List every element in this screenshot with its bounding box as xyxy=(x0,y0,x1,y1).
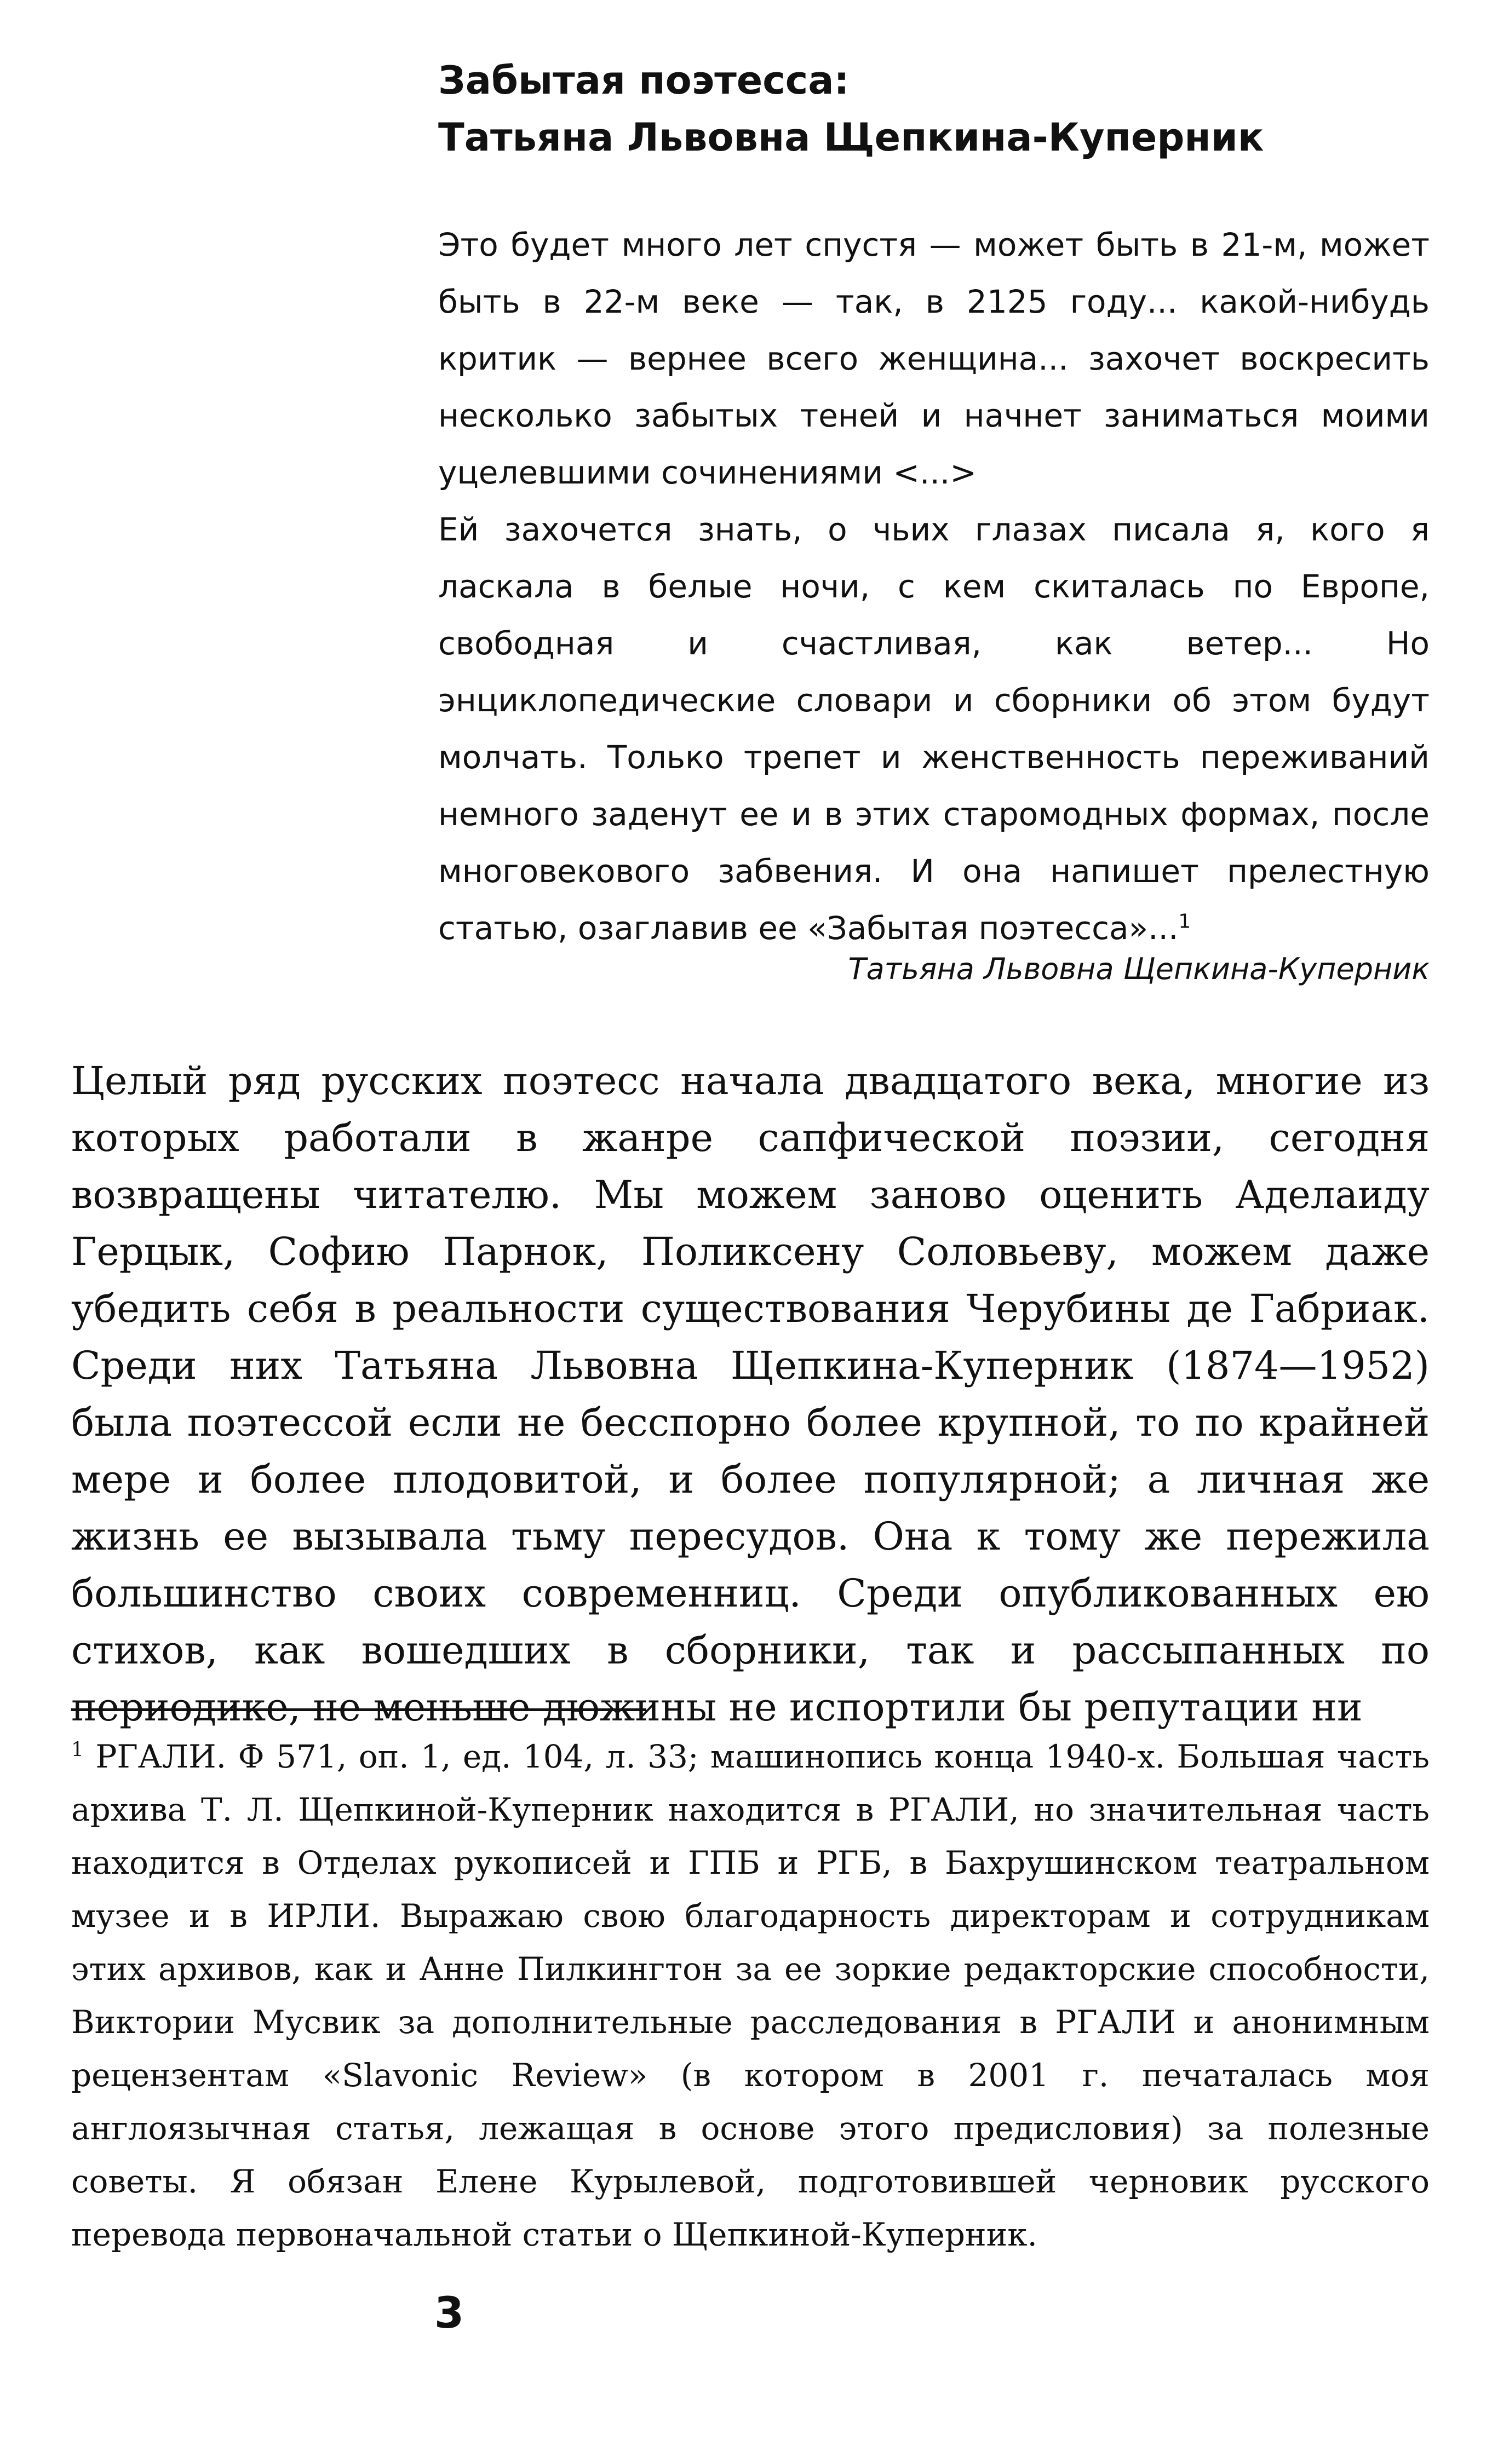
epigraph-author: Татьяна Львовна Щепкина-Куперник xyxy=(848,952,1430,986)
epigraph-paragraph-2-text: Ей захочется знать, о чьих глазах писала я, кого я ласкала в белые ночи, с кем скиталась по Европе, свободная и счастливая, как ветер... Но энциклопедические словари и сборники об этом будут молчать. Только трепет и женственность переживаний немного заденут ее и в этих старомодных формах, после многовекового забвения. И она напишет прелестную статью, озаглавив ее «Забытая поэтесса»... xyxy=(438,511,1430,947)
footnote xyxy=(71,1730,1430,2261)
footnote-divider xyxy=(71,1708,646,1711)
chapter-title-line-1: Забытая поэтесса: xyxy=(438,58,850,103)
chapter-title-line-2: Татьяна Львовна Щепкина-Куперник xyxy=(438,115,1264,160)
chapter-title xyxy=(438,52,1451,166)
body-paragraph: Целый ряд русских поэтесс начала двадцатого века, многие из которых работали в жанре сапфической поэзии, сегодня возвращены читателю. Мы можем заново оценить Аделаиду Герцык, Софию Парнок, Поликсену Соловьеву, можем даже убедить себя в реальности существования Черубины де Габриак. Среди них Татьяна Львовна Щепкина-Куперник (1874—1952) была поэтессой если не бесспорно более крупной, то по крайней мере и более плодовитой, и более популярной; а личная же жизнь ее вызывала тьму пересудов. Она к тому же пережила большинство своих современниц. Среди опубликованных ею стихов, как вошедших в сборники, так и рассыпанных по периодике, не меньше дюжины не испортили бы репутации ни xyxy=(71,1058,1430,1730)
epigraph-paragraph-2 xyxy=(438,501,1430,957)
epigraph-footnote-mark[interactable]: 1 xyxy=(1178,910,1191,933)
footnote-text: РГАЛИ. Ф 571, оп. 1, ед. 104, л. 33; машинопись конца 1940-х. Большая часть архива Т. Л. Щепкиной-Куперник находится в РГАЛИ, но значительная часть находится в Отделах рукописей и ГПБ и РГБ, в Бахрушинском театральном музее и в ИРЛИ. Выражаю свою благодарность директорам и сотрудникам этих архивов, как и Анне Пилкингтон за ее зоркие редакторские способности, Виктории Мусвик за дополнительные расследования в РГАЛИ и анонимным рецензентам «Slavonic Review» (в котором в 2001 г. печаталась моя англоязычная статья, лежащая в основе этого предисловия) за полезные советы. Я обязан Елене Курылевой, подготовившей черновик русского перевода первоначальной статьи о Щепкиной-Куперник. xyxy=(71,1738,1430,2253)
epigraph xyxy=(438,216,1430,957)
epigraph-paragraph-1: Это будет много лет спустя — может быть в 21-м, может быть в 22-м веке — так, в 2125 году... какой-нибудь критик — вернее всего женщина... захочет воскресить несколько забытых теней и начнет заниматься моими уцелевшими сочинениями <...> xyxy=(438,226,1430,491)
footnote-mark: 1 xyxy=(71,1738,84,1761)
page-number: 3 xyxy=(434,2289,464,2338)
